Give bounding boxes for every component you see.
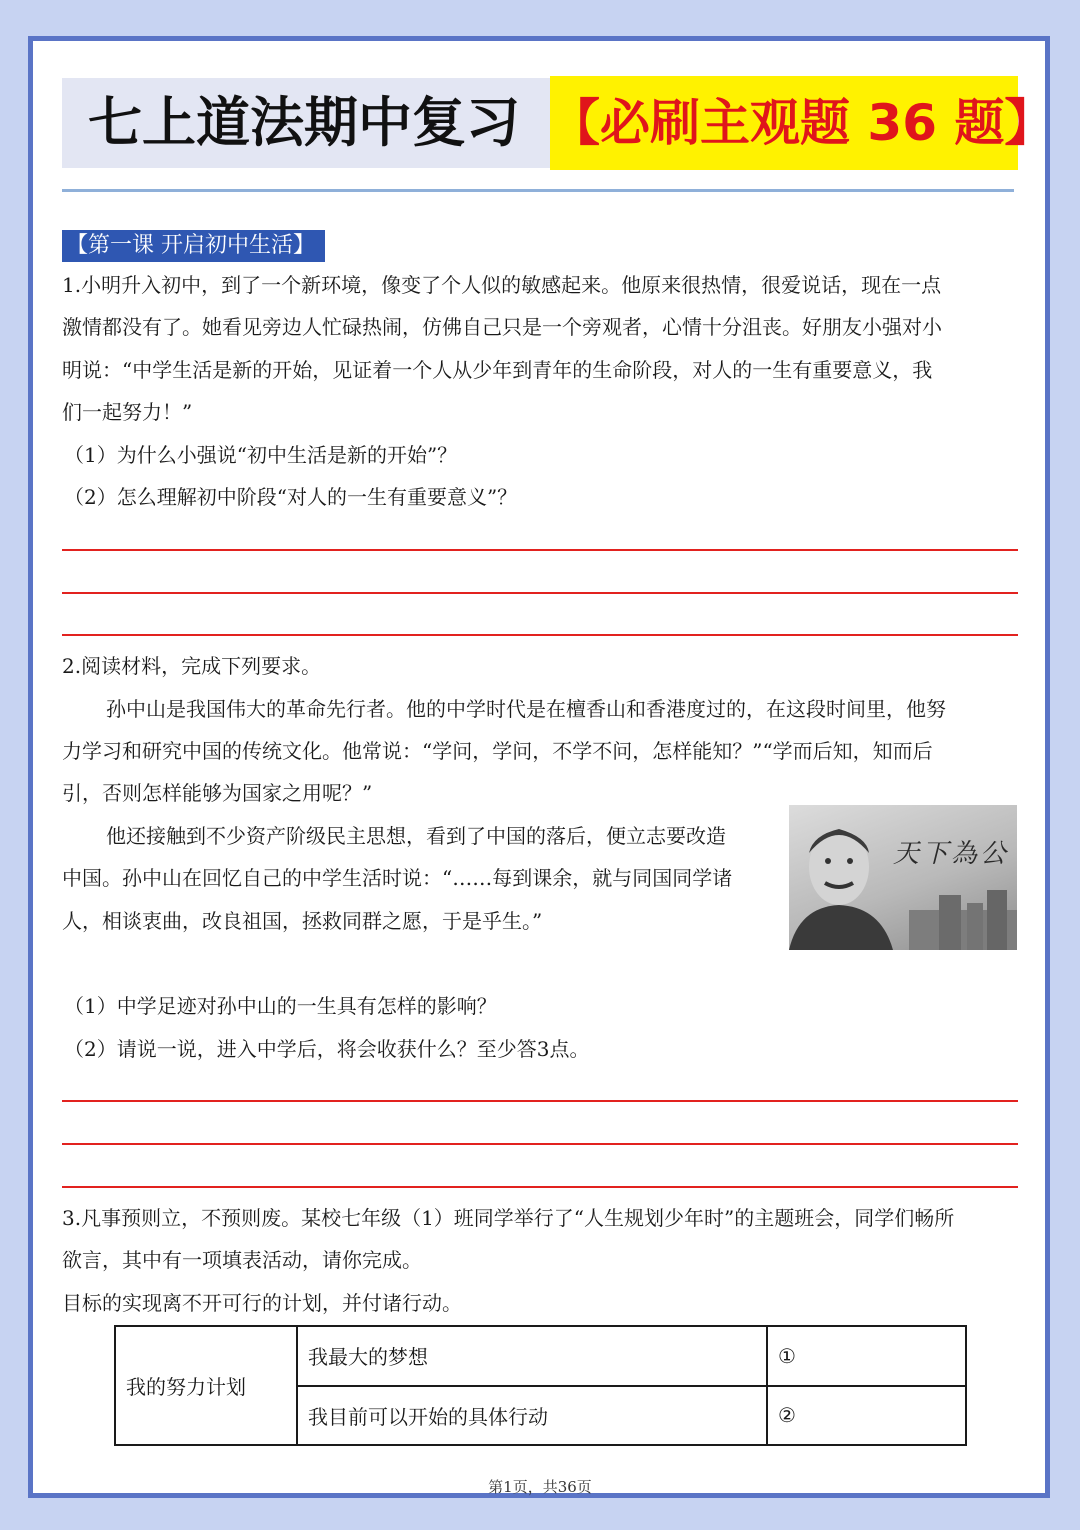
q2-material-line: 孙中山是我国伟大的革命先行者。他的中学时代是在檀香山和香港度过的，在这段时间里，他努 (106, 697, 946, 721)
q2-material-line: 人，相谈衷曲，改良祖国，拯救同群之愿，于是乎生。” (62, 909, 543, 933)
plan-item: 我最大的梦想 (297, 1326, 767, 1386)
answer-line[interactable] (62, 1143, 1018, 1145)
q3-stem-line: 欲言，其中有一项填表活动，请你完成。 (62, 1248, 422, 1272)
answer-line[interactable] (62, 549, 1018, 551)
answer-line[interactable] (62, 634, 1018, 636)
answer-line[interactable] (62, 592, 1018, 594)
plan-answer-cell[interactable]: ② (767, 1386, 966, 1446)
q1-stem-line: 们一起努力！” (62, 400, 193, 424)
page-number: 第1页，共36页 (488, 1478, 592, 1496)
q1-stem-line: 1.小明升入初中，到了一个新环境，像变了个人似的敏感起来。他原来很热情，很爱说话，现在一点 (62, 273, 942, 297)
q2-material-line: 力学习和研究中国的传统文化。他常说：“学问，学问，不学不问，怎样能知？”“学而后知，知而后 (62, 739, 933, 763)
q3-stem-line: 3.凡事预则立，不预则废。某校七年级（1）班同学举行了“人生规划少年时”的主题班会，同学们畅所 (62, 1206, 955, 1230)
plan-row-header: 我的努力计划 (115, 1326, 297, 1445)
plan-table (114, 1325, 967, 1446)
q2-sub-question-1: （1）中学足迹对孙中山的一生具有怎样的影响？ (64, 994, 497, 1018)
lesson-badge: 【第一课 开启初中生活】 (62, 230, 325, 262)
page-title: 七上道法期中复习 (62, 78, 550, 168)
q2-material-line: 他还接触到不少资产阶级民主思想，看到了中国的落后，便立志要改造 (106, 824, 726, 848)
answer-line[interactable] (62, 1186, 1018, 1188)
q2-material-line: 中国。孙中山在回忆自己的中学生活时说：“……每到课余，就与同国同学诸 (62, 866, 733, 890)
q2-material-line: 引，否则怎样能够为国家之用呢？” (62, 781, 373, 805)
q1-stem-line: 激情都没有了。她看见旁边人忙碌热闹，仿佛自己只是一个旁观者，心情十分沮丧。好朋友小强对小 (62, 315, 942, 339)
title-divider (62, 189, 1014, 192)
q1-stem-line: 明说：“中学生活是新的开始，见证着一个人从少年到青年的生命阶段，对人的一生有重要意义，我 (62, 358, 933, 382)
plan-answer-cell[interactable]: ① (767, 1326, 966, 1386)
answer-line[interactable] (62, 1100, 1018, 1102)
calligraphy-caption: 天下為公 (893, 839, 1010, 869)
table-row (115, 1326, 966, 1386)
q3-note: 目标的实现离不开可行的计划，并付诸行动。 (62, 1291, 462, 1315)
q2-sub-question-2: （2）请说一说，进入中学后，将会收获什么？至少答3点。 (64, 1037, 590, 1061)
q2-intro: 2.阅读材料，完成下列要求。 (62, 654, 322, 678)
q1-sub-question-2: （2）怎么理解初中阶段“对人的一生有重要意义”？ (64, 485, 518, 509)
plan-item: 我目前可以开始的具体行动 (297, 1386, 767, 1446)
page-title-highlight: 【必刷主观题 36 题】 (550, 76, 1018, 170)
portrait-illustration (789, 805, 1017, 950)
q1-sub-question-1: （1）为什么小强说“初中生活是新的开始”？ (64, 443, 458, 467)
sun-yat-sen-portrait (789, 805, 1017, 950)
